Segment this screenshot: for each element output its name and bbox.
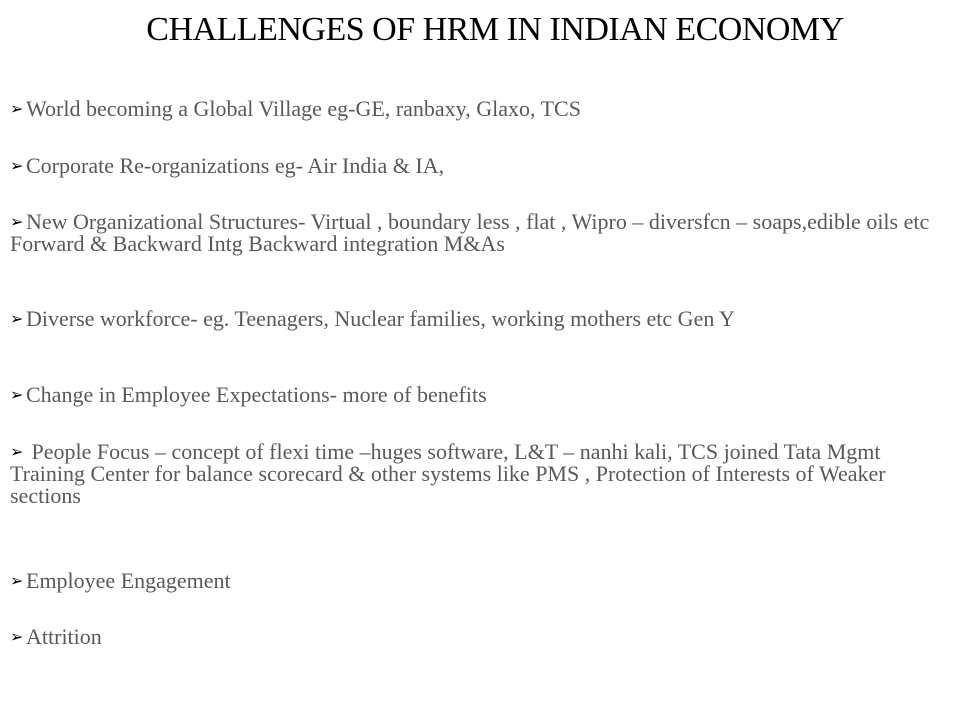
bullet-item-employee-engagement <box>10 570 950 592</box>
bullet-item-global-village <box>10 98 950 120</box>
bullet-text: Diverse workforce- eg. Teenagers, Nuclear families, working mothers etc Gen Y <box>26 306 735 331</box>
bullet-text: Change in Employee Expectations- more of benefits <box>26 382 487 407</box>
bullet-item-diverse-workforce <box>10 308 950 330</box>
bullet-text: World becoming a Global Village eg-GE, ranbaxy, Glaxo, TCS <box>26 96 581 121</box>
arrowhead-bullet-icon: ➢ <box>10 212 24 231</box>
slide-title: CHALLENGES OF HRM IN INDIAN ECONOMY <box>146 11 844 48</box>
arrowhead-bullet-icon: ➢ <box>10 99 24 118</box>
arrowhead-bullet-icon: ➢ <box>10 571 24 590</box>
bullet-text: People Focus – concept of flexi time –huges software, L&T – nanhi kali, TCS joined Tata Mgmt Training Center for balance scorecard & other systems like PMS , Protection of Interests of Weaker sections <box>10 439 886 508</box>
arrowhead-bullet-icon: ➢ <box>10 309 24 328</box>
arrowhead-bullet-icon: ➢ <box>10 627 24 646</box>
bullet-text: New Organizational Structures- Virtual , boundary less , flat , Wipro – diversfcn – soaps,edible oils etc Forward & Backward Intg Backward integration M&As <box>10 209 930 256</box>
bullet-text: Corporate Re-organizations eg- Air India & IA, <box>26 153 445 178</box>
bullet-text: Employee Engagement <box>26 568 231 593</box>
bullet-text: Attrition <box>26 624 102 649</box>
arrowhead-bullet-icon: ➢ <box>10 442 24 461</box>
bullet-item-people-focus <box>10 441 950 507</box>
bullet-item-employee-expectations <box>10 384 950 406</box>
arrowhead-bullet-icon: ➢ <box>10 385 24 404</box>
bullet-item-corporate-reorganizations <box>10 155 950 177</box>
bullet-item-attrition <box>10 626 950 648</box>
arrowhead-bullet-icon: ➢ <box>10 156 24 175</box>
bullet-item-new-org-structures <box>10 211 950 255</box>
